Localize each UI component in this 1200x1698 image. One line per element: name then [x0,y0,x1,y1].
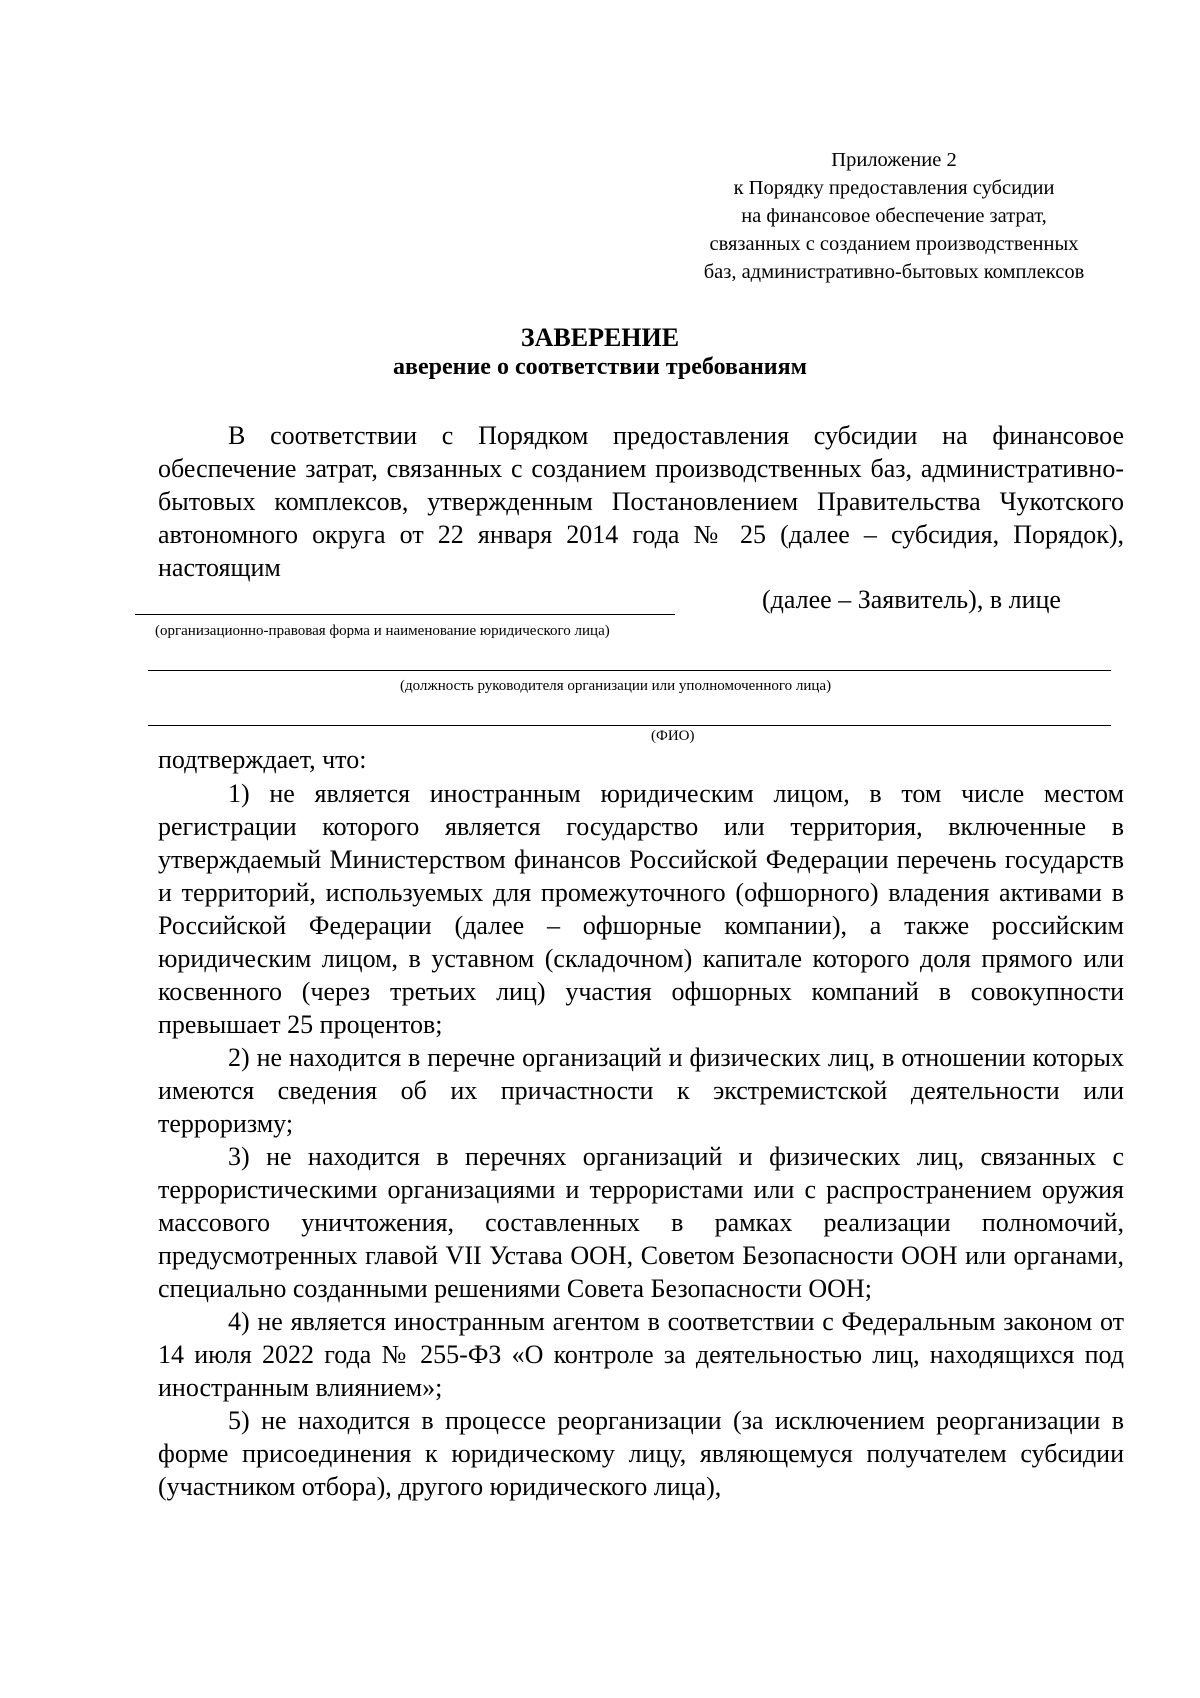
requirements-list [158,777,1124,1503]
intro-text: В соответствии с Порядком предоставления субсидии на финансовое обеспечение затрат, связанных с созданием производственных баз, административно-бытовых комплексов, утвержденным Постановлением Правительства Чукотского автономного округа от 22 января 2014 года № 25 (далее – субсидия, Порядок), настоящим [158,421,1124,582]
fio-caption: (ФИО) [651,728,695,744]
intro-paragraph [158,419,1124,584]
org-name-blank-line [135,614,675,615]
appendix-line: баз, административно-бытовых комплексов [703,261,1085,283]
org-name-caption: (организационно-правовая форма и наименование юридического лица) [155,623,610,639]
applicant-suffix-text: (далее – Заявитель), в лице [762,585,1061,614]
appendix-line: Приложение 2 [831,149,957,171]
requirement-item: 5) не находится в процессе реорганизации (за исключением реорганизации в форме присоединения к юридическому лицу, являющемуся получателем субсидии (участником отбора), другого юридического лица), [158,1406,1124,1501]
requirement-item: 4) не является иностранным агентом в соответствии с Федеральным законом от 14 июля 2022 года № 255-ФЗ «О контроле за деятельностью лиц, находящихся под иностранным влиянием»; [158,1307,1124,1402]
document-title: ЗАВЕРЕНИЕ [520,323,680,352]
document-subtitle: аверение о соответствии требованиям [393,354,807,380]
appendix-line: связанных с созданием производственных [709,233,1079,255]
appendix-header [600,146,1188,286]
requirement-item: 1) не является иностранным юридическим лицом, в том числе местом регистрации которого является государство или территория, включенные в утверждаемый Министерством финансов Российской Федерации перечень государств и территорий, используемых для промежуточного (офшорного) владения активами в Российской Федерации (далее – офшорные компании), а также российским юридическим лицом, в уставном (складочном) капитале которого доля прямого или косвенного (через третьих лиц) участия офшорных компаний в совокупности превышает 25 процентов; [158,779,1124,1039]
requirement-item: 3) не находится в перечнях организаций и физических лиц, связанных с террористическими организациями и террористами или с распространением оружия массового уничтожения, составленных в рамках реализации полномочий, предусмотренных главой VII Устава ООН, Советом Безопасности ООН или органами, специально созданными решениями Совета Безопасности ООН; [158,1142,1124,1303]
appendix-line: к Порядку предоставления субсидии [733,177,1055,199]
fio-blank-line [148,725,1111,726]
confirms-text: подтверждает, что: [158,745,367,774]
appendix-line: на финансовое обеспечение затрат, [741,205,1047,227]
requirement-item: 2) не находится в перечне организаций и физических лиц, в отношении которых имеются сведения об их причастности к экстремистской деятельности или терроризму; [158,1043,1124,1138]
position-blank-line [148,670,1111,671]
position-caption: (должность руководителя организации или уполномоченного лица) [400,678,832,694]
